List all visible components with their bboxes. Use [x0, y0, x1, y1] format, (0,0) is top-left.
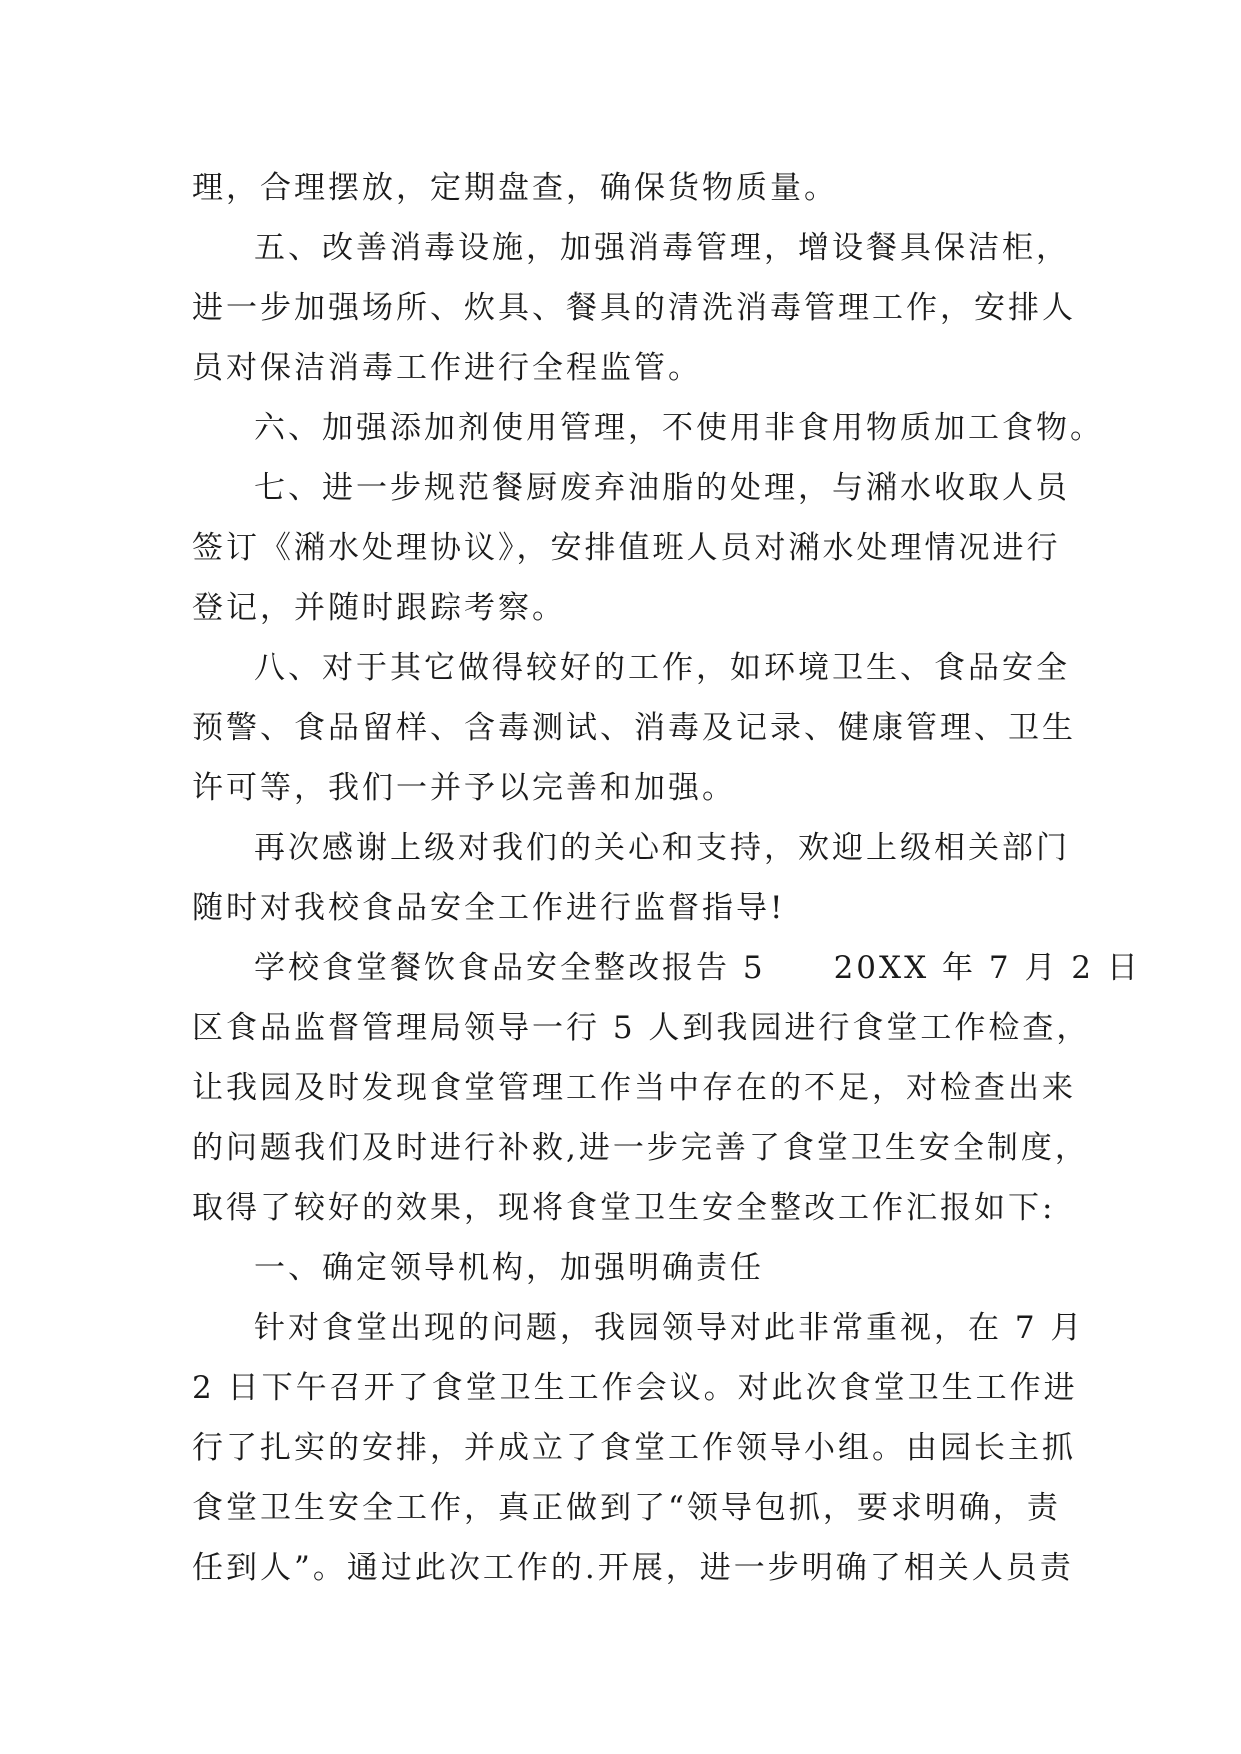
section-heading: 一、确定领导机构，加强明确责任: [254, 1250, 764, 1286]
text-line: 六、加强添加剂使用管理，不使用非食用物质加工食物。: [254, 410, 1104, 446]
document-body: [192, 158, 1141, 1598]
text-line: 预警、食品留样、含毒测试、消毒及记录、健康管理、卫生: [192, 710, 1076, 746]
text-line: 2 日下午召开了食堂卫生工作会议。对此次食堂卫生工作进: [192, 1370, 1078, 1406]
text-line: 五、改善消毒设施，加强消毒管理，增设餐具保洁柜，: [254, 230, 1070, 266]
text-line: 针对食堂出现的问题，我园领导对此非常重视，在 7 月: [254, 1310, 1085, 1346]
text-line: 许可等，我们一并予以完善和加强。: [192, 770, 736, 806]
text-line: 随时对我校食品安全工作进行监督指导!: [192, 890, 786, 926]
text-line: 七、进一步规范餐厨废弃油脂的处理，与潲水收取人员: [254, 470, 1070, 506]
text-line: 理，合理摆放，定期盘查，确保货物质量。: [192, 170, 838, 206]
text-line: 员对保洁消毒工作进行全程监管。: [192, 350, 702, 386]
text-line: 签订《潲水处理协议》，安排值班人员对潲水处理情况进行: [192, 530, 1061, 566]
text-line: 八、对于其它做得较好的工作，如环境卫生、食品安全: [254, 650, 1070, 686]
text-line: 再次感谢上级对我们的关心和支持，欢迎上级相关部门: [254, 830, 1070, 866]
text-line: 取得了较好的效果，现将食堂卫生安全整改工作汇报如下:: [192, 1190, 1056, 1226]
text-line: 登记，并随时跟踪考察。: [192, 590, 566, 626]
text-line: 的问题我们及时进行补救,进一步完善了食堂卫生安全制度，: [192, 1130, 1089, 1166]
text-line: 行了扎实的安排，并成立了食堂工作领导小组。由园长主抓: [192, 1430, 1076, 1466]
text-line: 学校食堂餐饮食品安全整改报告 5 20XX 年 7 月 2 日: [254, 950, 1141, 986]
text-line: 任到人”。通过此次工作的.开展，进一步明确了相关人员责: [192, 1550, 1074, 1586]
text-line: 食堂卫生安全工作，真正做到了“领导包抓，要求明确，责: [192, 1490, 1061, 1526]
text-line: 进一步加强场所、炊具、餐具的清洗消毒管理工作，安排人: [192, 290, 1076, 326]
text-line: 区食品监督管理局领导一行 5 人到我园进行食堂工作检查，: [192, 1010, 1091, 1046]
text-line: 让我园及时发现食堂管理工作当中存在的不足，对检查出来: [192, 1070, 1076, 1106]
